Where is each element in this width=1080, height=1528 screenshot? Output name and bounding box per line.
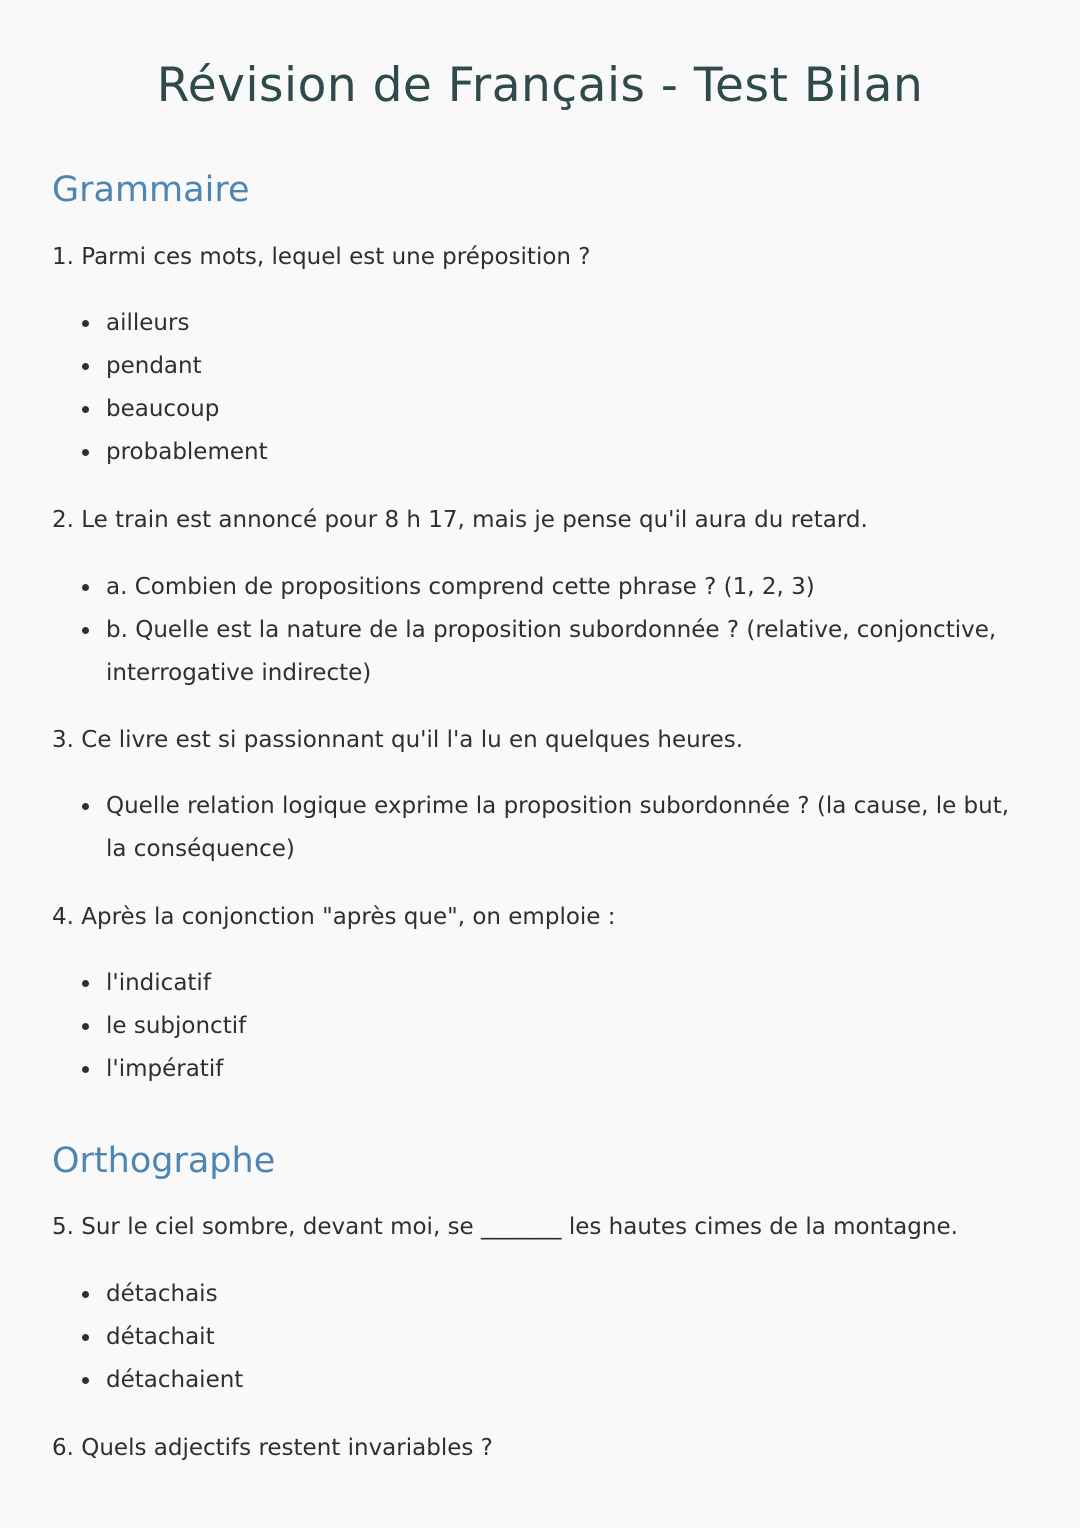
question-2: 2. Le train est annoncé pour 8 h 17, mais je pense qu'il aura du retard. xyxy=(52,507,868,533)
question-1: 1. Parmi ces mots, lequel est une préposition ? xyxy=(52,244,591,270)
question-3: 3. Ce livre est si passionnant qu'il l'a lu en quelques heures. xyxy=(52,727,744,753)
question-4-options xyxy=(0,962,1080,1091)
list-item: beaucoup xyxy=(0,388,1080,431)
list-item: l'impératif xyxy=(0,1048,1080,1091)
list-item: ailleurs xyxy=(0,302,1080,345)
question-1-options xyxy=(0,302,1080,474)
question-3-options xyxy=(0,785,1080,871)
list-item: le subjonctif xyxy=(0,1005,1080,1048)
list-item: détachais xyxy=(0,1273,1080,1316)
question-5-options xyxy=(0,1273,1080,1402)
section-heading-orthographe: Orthographe xyxy=(52,1141,276,1181)
question-4: 4. Après la conjonction "après que", on emploie : xyxy=(52,904,616,930)
list-item: probablement xyxy=(0,431,1080,474)
list-item: pendant xyxy=(0,345,1080,388)
list-item: b. Quelle est la nature de la proposition subordonnée ? (relative, conjonctive, interrogative indirecte) xyxy=(0,609,1080,695)
question-2-options xyxy=(0,566,1080,695)
list-item: détachait xyxy=(0,1316,1080,1359)
list-item: a. Combien de propositions comprend cette phrase ? (1, 2, 3) xyxy=(0,566,1080,609)
section-heading-grammaire: Grammaire xyxy=(52,170,250,210)
list-item: l'indicatif xyxy=(0,962,1080,1005)
list-item: détachaient xyxy=(0,1359,1080,1402)
list-item: Quelle relation logique exprime la proposition subordonnée ? (la cause, le but, la conséquence) xyxy=(0,785,1080,871)
question-5: 5. Sur le ciel sombre, devant moi, se _______ les hautes cimes de la montagne. xyxy=(52,1214,958,1240)
page-title: Révision de Français - Test Bilan xyxy=(156,58,924,113)
question-6: 6. Quels adjectifs restent invariables ? xyxy=(52,1435,493,1461)
